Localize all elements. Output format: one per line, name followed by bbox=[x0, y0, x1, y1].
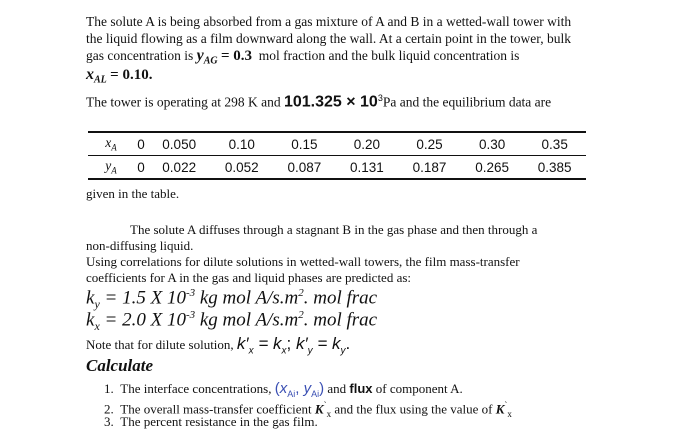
table-cell: 0 bbox=[134, 132, 148, 156]
list-item-2: 2. The overall mass-transfer coefficient $K^`_x$ and the flux using the value of $K^`_x$ bbox=[104, 400, 512, 419]
table-cell: 0.265 bbox=[461, 156, 524, 180]
equilibrium-table bbox=[88, 131, 586, 180]
table-cell: 0 bbox=[134, 156, 148, 180]
ky-prime-relation: $k'_y = k_y$ bbox=[295, 334, 346, 357]
note-line: Note that for dilute solution, $k'_x = k_x$; $k'_y = k_y$. bbox=[86, 334, 351, 357]
interface-concentrations: ($x_{Ai}$, $y_{Ai}$) bbox=[274, 380, 325, 399]
para3-line3: Using correlations for dilute solutions in wetted-wall towers, the film mass-transfer bbox=[86, 254, 520, 269]
table-row-xa bbox=[88, 132, 586, 156]
table-row-ya bbox=[88, 156, 586, 180]
list-item-1: 1. The interface concentrations, ($x_{Ai}$, $y_{Ai}$) and flux of component A. bbox=[104, 380, 463, 399]
table-cell: 0.050 bbox=[148, 132, 211, 156]
para1-line3-b: mol fraction and the bulk liquid concentration is bbox=[258, 48, 520, 63]
table-cell: 0.10 bbox=[210, 132, 273, 156]
para1-line3-a: gas concentration is bbox=[86, 48, 194, 63]
para1-line4 bbox=[86, 67, 152, 89]
kx-equation: $k_x = 2.0$ X $10^{-3}$ kg mol $A/s.m^2$. mol frac bbox=[86, 309, 378, 334]
xal-value: = 0.10. bbox=[110, 67, 153, 83]
table-cell: 0.385 bbox=[523, 156, 586, 180]
table-cell: 0.087 bbox=[273, 156, 336, 180]
para1-line1: The solute A is being absorbed from a gas mixture of A and B in a wetted-wall tower with bbox=[86, 14, 572, 29]
yag-value: = 0.3 bbox=[220, 48, 253, 64]
table-cell: 0.187 bbox=[398, 156, 461, 180]
yag-var: y bbox=[196, 47, 204, 64]
para3-line2: non-diffusing liquid. bbox=[86, 238, 194, 253]
pressure-value: 101.325 × 10 bbox=[283, 93, 378, 111]
table-cell: 0.052 bbox=[210, 156, 273, 180]
table-cell: 0.15 bbox=[273, 132, 336, 156]
kx-prime-relation: $k'_x = k_x$ bbox=[236, 334, 287, 357]
table-cell: 0.131 bbox=[336, 156, 399, 180]
para2 bbox=[86, 90, 551, 111]
para3-line4: coefficients for A in the gas and liquid phases are predicted as: bbox=[86, 270, 412, 285]
flux-word: flux bbox=[349, 381, 373, 396]
ky-equation: $k_y = 1.5$ X $10^{-3}$ kg mol $A/s.m^2$. mol frac bbox=[86, 287, 378, 312]
para2-unit: Pa and the equilibrium data are bbox=[382, 94, 552, 110]
table-cell: 0.30 bbox=[461, 132, 524, 156]
yag-sub: AG bbox=[203, 55, 218, 67]
row-label-xa: $x_A$ bbox=[88, 132, 134, 156]
pressure-exp: 3 bbox=[377, 93, 383, 103]
para2-a: The tower is operating at 298 K and bbox=[86, 94, 281, 110]
para3-line1: The solute A diffuses through a stagnant B in the gas phase and then through a bbox=[130, 222, 538, 237]
row-label-ya: $y_A$ bbox=[88, 156, 134, 180]
para1-line2: the liquid flowing as a film downward along the wall. At a certain point in the tower, bulk bbox=[86, 31, 571, 46]
list-item-3: 3. The percent resistance in the gas film. bbox=[104, 414, 318, 429]
xal-sub: AL bbox=[94, 74, 107, 86]
table-cell: 0.35 bbox=[523, 132, 586, 156]
given-text: given in the table. bbox=[86, 186, 180, 201]
table-cell: 0.20 bbox=[336, 132, 399, 156]
xal-var: x bbox=[86, 66, 94, 83]
calculate-heading: Calculate bbox=[86, 356, 154, 375]
table-cell: 0.25 bbox=[398, 132, 461, 156]
table-cell: 0.022 bbox=[148, 156, 211, 180]
